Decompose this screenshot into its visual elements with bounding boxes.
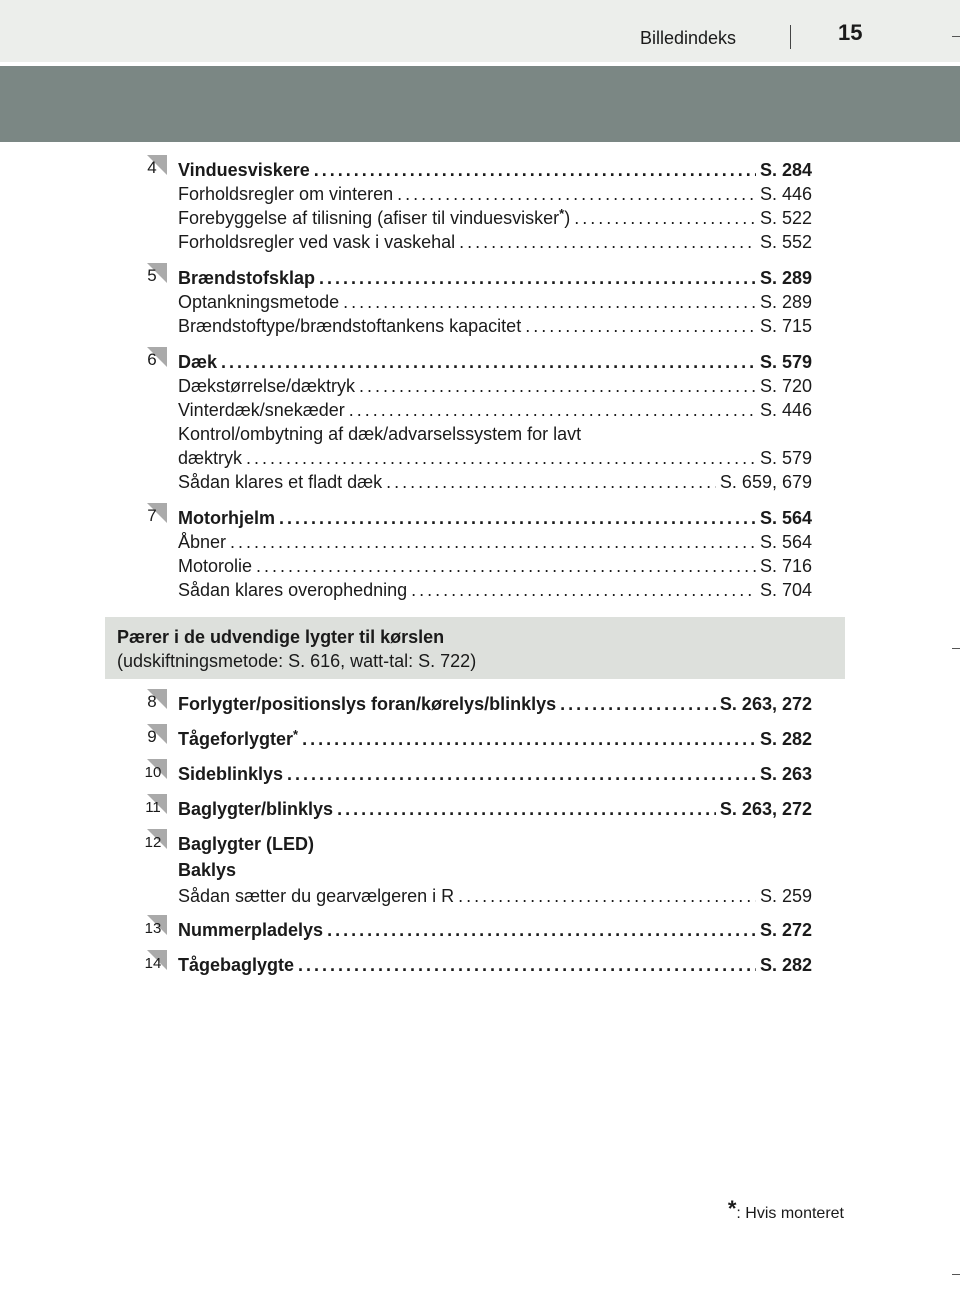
index-section-10 <box>142 762 812 786</box>
index-section-9 <box>142 727 812 751</box>
number-12-icon <box>142 828 168 854</box>
header-title: Billedindeks <box>640 28 737 48</box>
crop-mark <box>952 36 960 37</box>
index-section-4 <box>142 158 812 254</box>
index-entry-main: Baklys <box>178 860 237 880</box>
header-gray-band <box>0 66 960 142</box>
number-7-icon <box>142 502 168 528</box>
index-section-14 <box>142 953 812 977</box>
footnote-text: : Hvis monteret <box>736 1205 844 1222</box>
index-entry-main: Brændstofsklap ..... S. 289 <box>178 266 812 290</box>
index-entry: Forebyggelse af tilisning (afiser til vinduesvisker*) ..... S. 522 <box>178 206 812 230</box>
index-entry-main: Tågebaglygte ..... S. 282 <box>178 953 812 977</box>
number-6-icon <box>142 346 168 372</box>
crop-mark <box>952 1274 960 1275</box>
index-section-6 <box>142 350 812 494</box>
index-entry-main: Baglygter/blinklys ..... S. 263, 272 <box>178 797 812 821</box>
svg-text:4: 4 <box>147 158 157 177</box>
index-entry: Dækstørrelse/dæktryk ..... S. 720 <box>178 374 812 398</box>
number-9-icon <box>142 723 168 749</box>
index-entry: Forholdsregler ved vask i vaskehal ..... S. 552 <box>178 230 812 254</box>
index-entry: Sådan sætter du gearvælgeren i R ..... S. 259 <box>178 884 812 908</box>
index-entry: dæktryk ..... S. 579 <box>178 446 812 470</box>
footnote-star: * <box>727 1196 737 1221</box>
index-section-11 <box>142 797 812 821</box>
svg-text:14: 14 <box>144 955 162 972</box>
index-section-5 <box>142 266 812 338</box>
lamps-heading-title: Pærer i de udvendige lygter til kørslen <box>117 627 445 647</box>
svg-text:6: 6 <box>147 350 157 369</box>
index-entry: Forholdsregler om vinteren ..... S. 446 <box>178 182 812 206</box>
header-divider <box>790 25 791 49</box>
svg-text:11: 11 <box>145 799 161 816</box>
page-number: 15 <box>838 20 863 45</box>
index-entry: Brændstoftype/brændstoftankens kapacitet ..... S. 715 <box>178 314 812 338</box>
index-entry-main: Vinduesviskere ..... S. 284 <box>178 158 812 182</box>
lamps-heading-box <box>105 617 845 679</box>
index-entry-main: Forlygter/positionslys foran/kørelys/blinklys ..... S. 263, 272 <box>178 692 812 716</box>
number-8-icon <box>142 688 168 714</box>
header-bar <box>0 0 960 62</box>
index-section-8 <box>142 692 812 716</box>
footnote <box>728 1196 844 1223</box>
svg-text:5: 5 <box>147 266 157 285</box>
index-entry: Motorolie ..... S. 716 <box>178 554 812 578</box>
svg-text:13: 13 <box>144 920 162 937</box>
lamps-heading-subtitle: (udskiftningsmetode: S. 616, watt-tal: S. 722) <box>117 651 477 671</box>
index-entry-main: Dæk ..... S. 579 <box>178 350 812 374</box>
index-entry-main: Sideblinklys ..... S. 263 <box>178 762 812 786</box>
number-11-icon <box>142 793 168 819</box>
number-14-icon <box>142 949 168 975</box>
number-13-icon <box>142 914 168 940</box>
index-entry: Optankningsmetode ..... S. 289 <box>178 290 812 314</box>
number-4-icon <box>142 154 168 180</box>
index-entry: Vinterdæk/snekæder ..... S. 446 <box>178 398 812 422</box>
svg-text:7: 7 <box>147 506 157 525</box>
index-entry-main: Tågeforlygter* ..... S. 282 <box>178 727 812 751</box>
index-entry-main: Motorhjelm ..... S. 564 <box>178 506 812 530</box>
svg-text:8: 8 <box>147 692 157 711</box>
index-entry-main: Baglygter (LED) <box>178 834 315 854</box>
svg-text:9: 9 <box>147 727 157 746</box>
index-section-7 <box>142 506 812 602</box>
index-entry-main: Nummerpladelys ..... S. 272 <box>178 918 812 942</box>
svg-text:10: 10 <box>144 764 162 781</box>
index-section-13 <box>142 918 812 942</box>
svg-text:12: 12 <box>144 834 162 851</box>
index-entry: Sådan klares et fladt dæk ..... S. 659, 679 <box>178 470 812 494</box>
crop-mark <box>952 648 960 649</box>
number-10-icon <box>142 758 168 784</box>
index-section-12 <box>142 832 812 908</box>
index-entry-line: Kontrol/ombytning af dæk/advarselssystem for lavt <box>178 424 582 444</box>
index-entry: Sådan klares overophedning ..... S. 704 <box>178 578 812 602</box>
index-entry: Åbner ..... S. 564 <box>178 530 812 554</box>
number-5-icon <box>142 262 168 288</box>
